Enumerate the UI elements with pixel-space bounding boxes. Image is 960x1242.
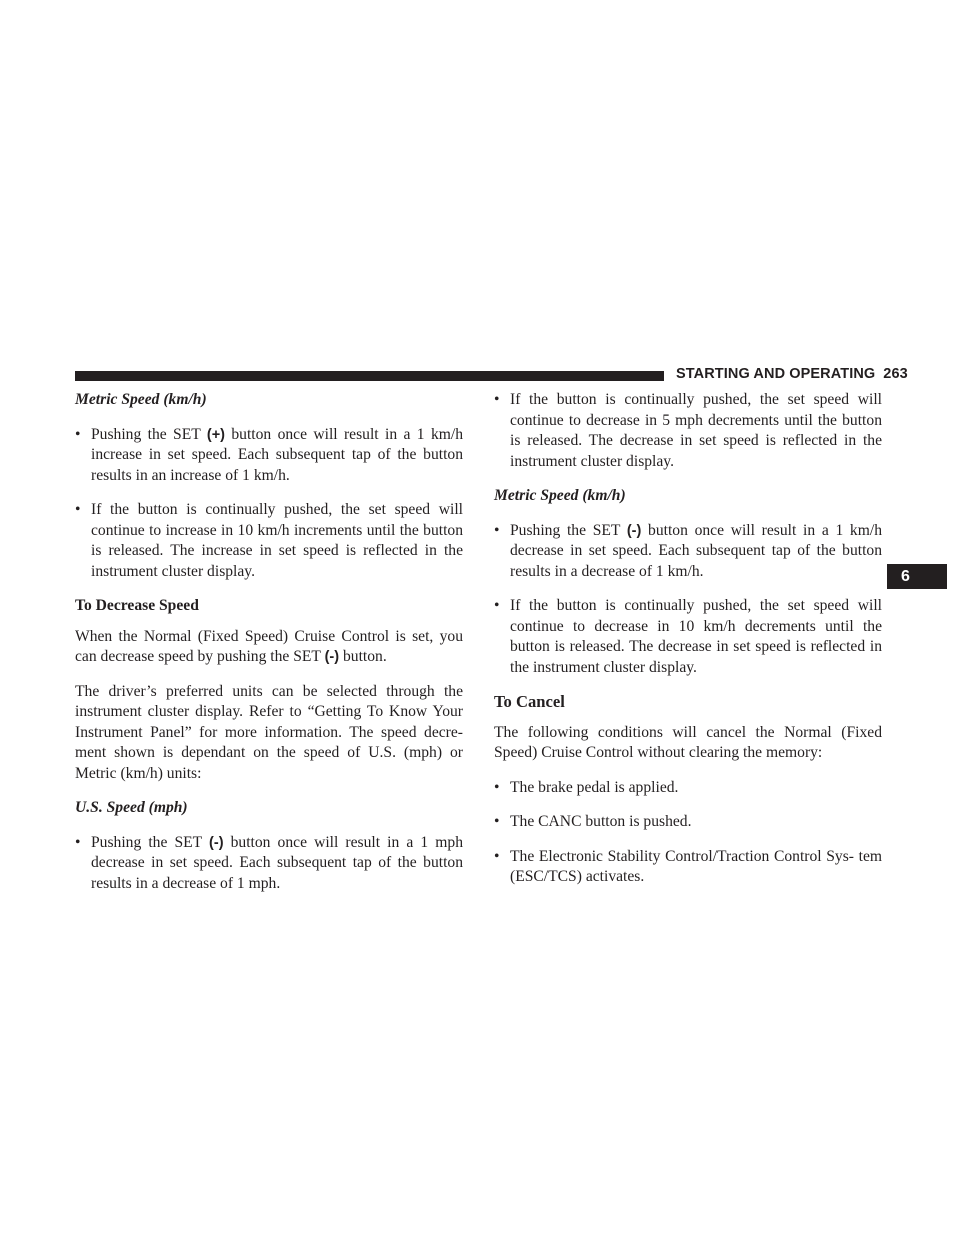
cancel-conditions-list	[494, 778, 882, 888]
bullet-text: If the button is continually pushed, the set speed will continue to increase in 10 km/h increments until the button is released. The increase in set speed is reflected in the instrument cluster display.	[91, 501, 463, 580]
list-item	[494, 847, 882, 888]
list-item	[75, 500, 463, 582]
bullet-icon: •	[494, 847, 500, 865]
metric-speed-heading: Metric Speed (km/h)	[75, 391, 207, 408]
bullet-icon: •	[494, 391, 500, 408]
bullet-text: If the button is continually pushed, the set speed will continue to decrease in 10 km/h decrements until the button is released. The decrease in set speed is reflected in the instrument cluster display.	[510, 597, 882, 676]
decrease-paragraph	[75, 627, 463, 668]
running-header	[676, 366, 908, 382]
metric-decrease-list	[494, 521, 882, 679]
button-symbol: (+)	[206, 426, 225, 443]
cancel-paragraph: The following conditions will cancel the Normal (Fixed Speed) Cruise Control without clearing the memory:	[494, 723, 882, 761]
list-item	[494, 812, 882, 833]
bullet-text: If the button is continually pushed, the set speed will continue to decrease in 5 mph decrements until the button is released. The decrease in set speed is reflected in the instrument cluster display.	[510, 391, 882, 470]
button-symbol: (-)	[626, 522, 642, 539]
decrease-speed-heading: To Decrease Speed	[75, 597, 199, 614]
metric-speed-heading: Metric Speed (km/h)	[494, 487, 626, 504]
bullet-icon: •	[75, 425, 81, 443]
bullet-text: The Electronic Stability Control/Traction Control Sys- tem (ESC/TCS) activates.	[510, 847, 882, 885]
bullet-text: The CANC button is pushed.	[510, 813, 692, 830]
paragraph-text: button.	[339, 648, 387, 665]
page-number: 263	[883, 366, 908, 382]
chapter-tab: 6	[887, 564, 947, 589]
bullet-text: The brake pedal is applied.	[510, 778, 679, 796]
bullet-icon: •	[494, 597, 500, 614]
bullet-text: Pushing the SET	[91, 833, 210, 851]
us-decrease-list	[75, 833, 463, 895]
header-rule	[75, 371, 664, 381]
bullet-text: button once will result in a 1 km/h increase in set speed. Each subsequent tap of the button results in an increase of 1 km/h.	[91, 425, 463, 484]
list-item	[494, 596, 882, 678]
units-paragraph: The driver’s preferred units can be selected through the instrument cluster display. Refer to “Getting To Know Your Instrument Panel” for more information. The speed decre- ment shown is dependant on the speed of U.S. (mph) or Metric (km/h) units:	[75, 682, 463, 782]
list-item	[494, 521, 882, 583]
bullet-icon: •	[494, 813, 500, 830]
bullet-icon: •	[494, 778, 500, 796]
bullet-icon: •	[494, 521, 500, 539]
bullet-text: button once will result in a 1 km/h decrease in set speed. Each subsequent tap of the button results in a decrease of 1 km/h.	[510, 521, 882, 580]
us-decrease-list-continued	[494, 390, 882, 472]
button-symbol: (-)	[209, 834, 224, 851]
paragraph-text: When the Normal (Fixed Speed) Cruise Control is set, you can decrease speed by pushing the SET	[75, 627, 463, 665]
list-item	[494, 390, 882, 472]
bullet-text: Pushing the SET	[510, 521, 627, 539]
bullet-text: Pushing the SET	[91, 425, 207, 443]
list-item	[75, 833, 463, 895]
left-column	[75, 390, 463, 908]
right-column	[494, 390, 882, 902]
section-title: STARTING AND OPERATING	[676, 366, 876, 382]
button-symbol: (-)	[324, 649, 340, 665]
cancel-heading: To Cancel	[494, 692, 565, 711]
bullet-icon: •	[75, 501, 81, 518]
list-item	[494, 778, 882, 799]
bullet-text: button once will result in a 1 mph decrease in set speed. Each subsequent tap of the button results in a decrease of 1 mph.	[91, 833, 464, 892]
list-item	[75, 425, 463, 487]
metric-increase-list	[75, 425, 463, 583]
us-speed-heading: U.S. Speed (mph)	[75, 799, 188, 816]
bullet-icon: •	[75, 833, 81, 851]
